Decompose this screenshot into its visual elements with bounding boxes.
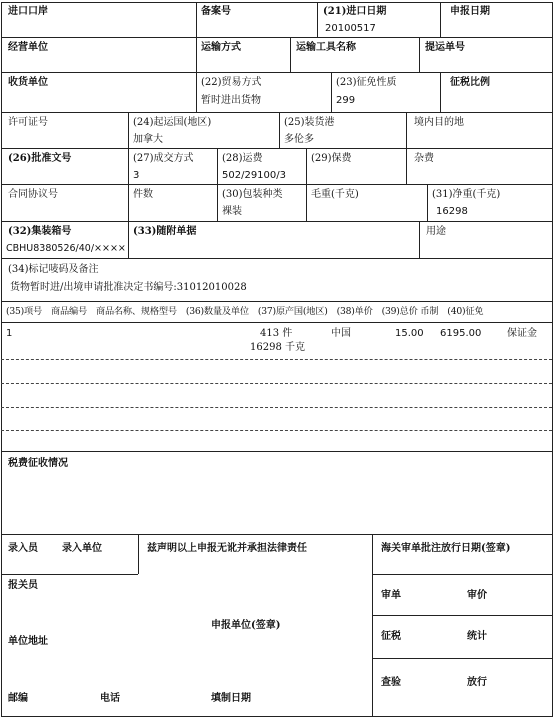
col-divider xyxy=(217,148,218,184)
row-divider xyxy=(1,534,553,535)
items-header: (35)项号 商品编号 商品名称、规格型号 (36)数量及单位 (37)原产国(地区) (38)单价 (39)总价 币制 (40)征免 xyxy=(6,306,484,317)
col-divider xyxy=(406,148,407,184)
value-marks: 货物暂时进/出境申请批准决定书编号:31012010028 xyxy=(10,282,247,293)
label-record-no: 备案号 xyxy=(201,6,231,17)
col-divider xyxy=(427,184,428,221)
row-divider xyxy=(1,37,553,38)
label-unit-address: 单位地址 xyxy=(8,636,48,647)
value-loading-port: 多伦多 xyxy=(284,134,314,145)
col-divider xyxy=(331,72,332,112)
label-import-port: 进口口岸 xyxy=(8,6,48,17)
col-divider xyxy=(196,72,197,112)
label-levy-ratio: 征税比例 xyxy=(450,77,490,88)
value-trade-mode: 暂时进出货物 xyxy=(201,95,261,106)
value-freight: 502/29100/3 xyxy=(222,170,286,181)
col-divider xyxy=(128,221,129,258)
label-bill-no: 提运单号 xyxy=(425,42,465,53)
row-divider xyxy=(1,72,553,73)
value-container-no: CBHU8380526/40/×××× xyxy=(6,243,126,254)
row-divider xyxy=(1,258,553,259)
label-container-no: (32)集装箱号 xyxy=(8,226,72,237)
col-divider xyxy=(306,148,307,184)
label-transport-tool: 运输工具名称 xyxy=(296,42,356,53)
value-net-weight: 16298 xyxy=(436,206,468,217)
label-review: 审单 xyxy=(381,590,401,601)
label-insurance: (29)保费 xyxy=(311,153,352,164)
row-divider xyxy=(1,148,553,149)
col-divider xyxy=(419,37,420,72)
label-levy-nature: (23)征免性质 xyxy=(336,77,397,88)
label-misc-fee: 杂费 xyxy=(414,153,434,164)
item-dotted-line xyxy=(1,407,552,408)
label-freight: (28)运费 xyxy=(222,153,263,164)
label-release: 放行 xyxy=(467,677,487,688)
col-divider xyxy=(196,37,197,72)
customs-divider xyxy=(372,658,553,659)
form-border-top xyxy=(1,2,553,3)
item-quantity-1: 413 件 xyxy=(260,328,293,339)
item-total-price: 6195.00 xyxy=(440,328,482,339)
col-divider xyxy=(372,534,373,716)
item-index: 1 xyxy=(6,328,13,339)
label-origin-country: (24)起运国(地区) xyxy=(133,117,212,128)
item-origin: 中国 xyxy=(331,328,351,339)
item-quantity-2: 16298 千克 xyxy=(250,342,305,353)
item-dotted-line xyxy=(1,359,552,360)
label-gross-weight: 毛重(千克) xyxy=(311,189,359,200)
col-divider xyxy=(279,112,280,148)
declaration-statement: 兹声明以上申报无讹并承担法律责任 xyxy=(147,543,307,554)
col-divider xyxy=(440,72,441,112)
col-divider xyxy=(306,184,307,221)
form-border-bottom xyxy=(1,716,553,717)
value-import-date: 20100517 xyxy=(325,23,376,34)
item-dotted-line xyxy=(1,430,552,431)
entry-box-bottom xyxy=(1,574,138,575)
value-package-type: 裸装 xyxy=(222,206,242,217)
col-divider xyxy=(290,37,291,72)
form-border-right xyxy=(552,2,553,717)
label-trade-mode: (22)贸易方式 xyxy=(201,77,262,88)
label-documents: (33)随附单据 xyxy=(133,226,197,237)
row-divider xyxy=(1,301,553,302)
label-declarer: 报关员 xyxy=(8,580,38,591)
customs-divider xyxy=(372,615,553,616)
label-pricing: 审价 xyxy=(467,590,487,601)
label-customs-approval: 海关审单批注放行日期(签章) xyxy=(381,543,511,554)
label-approval-no: (26)批准文号 xyxy=(8,153,72,164)
label-net-weight: (31)净重(千克) xyxy=(432,189,501,200)
label-phone: 电话 xyxy=(100,693,120,704)
label-statistics: 统计 xyxy=(467,631,487,642)
row-divider xyxy=(1,322,553,323)
col-divider xyxy=(128,184,129,221)
label-entry-unit: 录入单位 xyxy=(62,543,102,554)
item-unit-price: 15.00 xyxy=(395,328,424,339)
label-taxation: 征税 xyxy=(381,631,401,642)
label-declaring-unit: 申报单位(签章) xyxy=(211,620,281,631)
label-transport-mode: 运输方式 xyxy=(201,42,241,53)
col-divider xyxy=(217,184,218,221)
label-marks: (34)标记唛码及备注 xyxy=(8,264,99,275)
label-consignee: 收货单位 xyxy=(8,77,48,88)
col-divider xyxy=(317,2,318,37)
row-divider xyxy=(1,451,553,452)
value-levy-nature: 299 xyxy=(336,95,356,106)
label-license-no: 许可证号 xyxy=(8,117,48,128)
label-entry-clerk: 录入员 xyxy=(8,543,38,554)
col-divider xyxy=(138,534,139,574)
label-fill-date: 填制日期 xyxy=(211,693,251,704)
customs-divider xyxy=(372,574,553,575)
label-postcode: 邮编 xyxy=(8,693,28,704)
label-usage: 用途 xyxy=(426,226,446,237)
label-deal-mode: (27)成交方式 xyxy=(133,153,194,164)
label-tax-status: 税费征收情况 xyxy=(8,458,68,469)
label-loading-port: (25)装货港 xyxy=(284,117,335,128)
value-origin-country: 加拿大 xyxy=(133,134,163,145)
col-divider xyxy=(128,112,129,148)
item-dotted-line xyxy=(1,383,552,384)
label-inspection: 查验 xyxy=(381,677,401,688)
label-operating-unit: 经营单位 xyxy=(8,42,48,53)
value-deal-mode: 3 xyxy=(133,170,140,181)
row-divider xyxy=(1,112,553,113)
label-import-date: (21)进口日期 xyxy=(323,6,387,17)
row-divider xyxy=(1,221,553,222)
col-divider xyxy=(419,221,420,258)
label-package-type: (30)包装种类 xyxy=(222,189,283,200)
item-levy: 保证金 xyxy=(507,328,537,339)
label-contract-no: 合同协议号 xyxy=(8,189,58,200)
label-packages: 件数 xyxy=(133,189,153,200)
label-destination: 境内目的地 xyxy=(414,117,464,128)
col-divider xyxy=(196,2,197,37)
col-divider xyxy=(440,2,441,37)
col-divider xyxy=(406,112,407,148)
label-declare-date: 申报日期 xyxy=(450,6,490,17)
row-divider xyxy=(1,184,553,185)
col-divider xyxy=(128,148,129,184)
